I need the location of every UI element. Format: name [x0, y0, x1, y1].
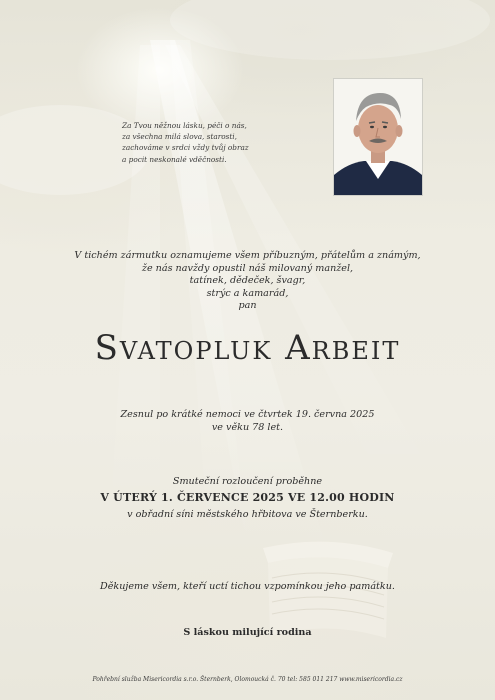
memorial-verse	[122, 120, 282, 165]
funeral-place: v obřadní síni městského hřbitova ve Šternberku.	[127, 509, 368, 520]
thanks-text: Děkujeme všem, kteří uctí tichou vzpomínkou jeho památku.	[100, 581, 395, 592]
announcement-line: tatínek, dědeček, švagr,	[189, 275, 306, 287]
verse-line: Za Tvou něžnou lásku, péči o nás,	[122, 121, 247, 130]
verse-line: za všechna milá slova, starosti,	[122, 132, 237, 142]
verse-line: zachováme v srdci vždy tvůj obraz	[122, 143, 249, 153]
funeral-datetime: V ÚTERÝ 1. ČERVENCE 2025 VE 12.00 HODIN	[100, 491, 395, 504]
verse-line: a pocit neskonalé vděčnosti.	[122, 154, 227, 164]
family-signature: S láskou milující rodina	[183, 627, 312, 638]
deceased-name: Svatopluk Arbeit	[94, 328, 401, 368]
death-details	[60, 408, 435, 434]
announcement-line: V tichém zármutku oznamujeme všem příbuzným, přátelům a známým,	[74, 250, 421, 261]
death-line: Zesnul po krátké nemoci ve čtvrtek 19. června 2025	[120, 409, 375, 420]
announcement-line: pan	[238, 300, 257, 312]
death-line: ve věku 78 let.	[211, 422, 284, 433]
portrait-icon	[334, 79, 422, 195]
funeral-service-footer: Pohřební služba Misericordia s.r.o. Šternberk, Olomoucká č. 70 tel: 585 011 217 www.misericordia.cz	[92, 676, 403, 683]
funeral-intro: Smuteční rozloučení proběhne	[172, 476, 323, 487]
portrait-photo	[333, 78, 423, 196]
announcement-text	[60, 250, 435, 313]
announcement-line: že nás navždy opustil náš milovaný manžel,	[141, 262, 354, 274]
announcement-line: strýc a kamarád,	[206, 287, 289, 299]
